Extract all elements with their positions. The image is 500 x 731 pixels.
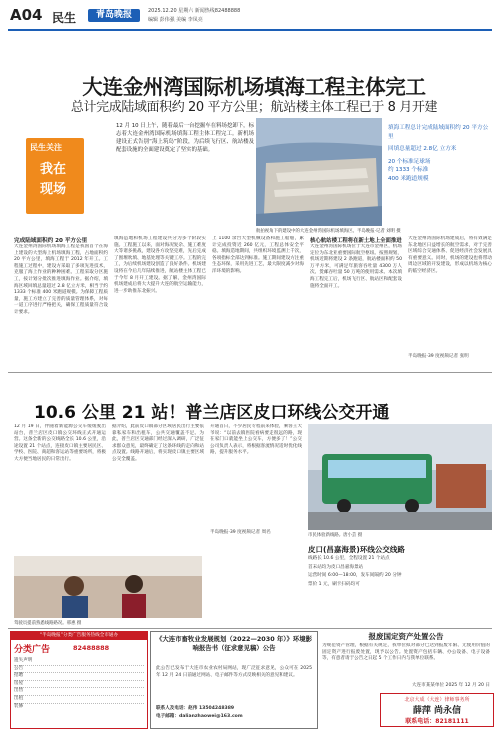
classified-ad (10, 631, 148, 729)
classified-row: 出租 (14, 696, 144, 704)
airport-col-4: 大连金州湾国际机场位于大连市金州区，机场定位为东北亚重要国际航空枢纽。按照规划，机场近期将建设 2 条跑道，航站楼面积约 50 万平方米，可满足年旅客吞吐量 4300 万人次、货邮吞吐量 50 万吨的使用需求。本次填海工程完工后，机场飞行区、航站区和配套设施将全面开工。 (310, 244, 402, 289)
bus-photo-caption: 市民体验新线路。唐小芸 摄 (308, 533, 363, 538)
main-subheadline: 总计完成陆域面积约 20 平方公里；航站楼主体工程已于 8 月开建 (70, 100, 438, 115)
classified-row: 出售 (14, 688, 144, 696)
classified-row: 房屋 (14, 681, 144, 689)
infobox-line-3: 20 个标准足球场 (388, 158, 431, 165)
notice-ad (150, 631, 318, 729)
driver-image (14, 556, 202, 618)
lede-text: 12 月 10 日上午，随着最后一台挖掘车在料场挖卸下，标志着大连金州湾国际机场填海工程主体工程完工。新机场建设正式告别“海上筑岛”阶段，为后续飞行区、航站楼及配套设施的全面建设奠定了坚实的基础。 (116, 123, 254, 153)
route-item: 票价 1 元，刷卡扫码均可 (308, 581, 360, 587)
bus-col-1: 12 月 19 日，伴随着新能源公交车缓缓驶出站台，普兰店区皮口镇公交环线正式开通运营。这条全新的公交线路全长 10.6 公里，沿途设置 21 个站点，连接皮口镇主要居民区、学校、医院、商超和客运站等重要场所，将极大方便当地居民的日常出行。 (14, 424, 106, 462)
asset-notice-body: 为规范资产管理，根据有关规定，我单位拟对部分已达到报废年限、无使用价值的固定资产进行报废处置，现予以公告。处置资产包括车辆、办公设备、电子设备等，有意者请于公告之日起 5 个工作日内与我单位联系。 (322, 643, 490, 662)
notice-contact: 联系人及电话：赵伟 13504248389 (156, 706, 235, 711)
ads-divider (8, 628, 492, 629)
bus-bottom-photo-caption: 驾驶员提前熟悉线路路况。邢惠 摄 (14, 621, 82, 626)
route-list (308, 556, 492, 588)
infobox-line-1: 填海工程总计完成陆域面积约 20 平方公里 (388, 125, 489, 140)
airport-col-2: 填海造地和机场工程建设共分为多个阶段实施。工程施工以来，面对海况复杂、施工难度大等诸多挑战，建设各方攻坚克难，先后完成了围堰吹填、地基处理等关键工序。工程的完工，为后续机场建设创造了良好条件。机场建设将在今后几年陆续推进，航站楼主体工程已于今年 8 月开工建设。据了解，金州湾国际机场建成后将大大提升大连的航空运输能力，进一步助推东北振兴。 (114, 236, 206, 294)
airport-col-5: 大连金州湾国际机场建成后，将有效满足东北地区日益增长的航空需求，对于完善区域综合交通体系、促进经济社会发展具有重要意义。同时，机场的建设也将带动周边区域的开发建设，形成以机场为核心的临空经济区。 (408, 236, 492, 274)
airport-photo (256, 118, 382, 226)
classified-row: 遗失声明 (14, 658, 144, 666)
classified-rows (14, 658, 144, 710)
classified-slogan: “半岛晚报”分类广告服务热线全市通办 (11, 632, 147, 640)
notice-title: 《大连市畜牧业发展规划（2022—2030 年）》环境影响报告书（征求意见稿）公告 (155, 635, 313, 652)
notice-body: 此公告已发布于大连市农业农村局网站，现广泛征求意见，公众可在 2025 年 12 月 24 日前通过网站、电子邮件等方式反映相关的意见和建议。 (156, 666, 312, 678)
bus-col-3: 开通首日，不少居民专程前来体验，乘客王大爷说：“以前去镇医院看病要走很远的路，现在家门口就能坐上公交车，方便多了！”公交公司负责人表示，将根据客流情况适时优化线路，提升服务水平。 (210, 424, 302, 456)
classified-row: 公告 (14, 666, 144, 674)
infobox-line-4: 约 1333 个标准 (388, 167, 429, 173)
notice-email: 电子邮箱：dalianzhaowei@163.com (156, 714, 243, 719)
route-title: 皮口(昌嘉海景)环线公交线路 (308, 545, 405, 554)
airport-col-3: 上 1100 余台大型机械设备和施工船舶，累计完成投资近 260 亿元，工程总体安全平稳。填海造地期间，共组织环境监测上千次，各项指标全部达到标准。施工期间建设方注重生态环保，采用先进工艺，最大限度减少对海洋环境的影响。 (212, 236, 304, 274)
lede-block (26, 122, 254, 222)
classified-row: 装修 (14, 703, 24, 709)
law-firm-name: 北京大成（大连）律师事务所 (404, 697, 470, 703)
section-divider (8, 372, 492, 373)
col4-heading: 核心航站楼工程将在新土地上全面推进 (310, 238, 402, 244)
section-name: 民生 (52, 11, 77, 25)
law-firm-lawyers: 薛萍 尚永信 (412, 706, 462, 716)
infobox-line-2: 回填总量超过 2.8亿 立方米 (388, 146, 457, 152)
classified-title: 分类广告 (14, 645, 51, 655)
date-line: 2025.12.20 星期六 新闻热线82488888 (148, 8, 241, 14)
badge-box (26, 138, 84, 214)
bus-street-image (308, 424, 492, 530)
bus-bottom-photo (14, 556, 202, 618)
airport-credit: 半岛晚报·39 度视频记者 张明 (408, 354, 469, 359)
route-item: 线路长 10.6 公里，全程设置 21 个站点 (308, 556, 390, 561)
bus-photo (308, 424, 492, 530)
route-item: 首末站均为皮口昌嘉海景站 (308, 564, 364, 570)
infobox (388, 124, 492, 183)
col1-heading: 完成陆域面积约 20 平方公里 (14, 238, 88, 244)
classified-phone: 82488888 (73, 644, 110, 652)
airport-photo-caption: 航拍视角下的建设中的大连金州湾国际机场填海区。半岛晚报·记者 刘明 摄 (256, 229, 401, 234)
law-firm-ad (380, 693, 494, 727)
header-rule (8, 29, 492, 31)
route-item: 运营时间 6:00—18:00，发车间隔约 20 分钟 (308, 573, 402, 579)
bus-headline: 10.6 公里 21 站！普兰店区皮口环线公交开通 (34, 403, 390, 423)
classified-row: 招聘 (14, 673, 144, 681)
law-firm-phone: 联系电话：82181111 (405, 718, 469, 725)
bus-col-2: 据介绍，此前皮口镇部分区域居民出行主要依靠私家车和出租车，公共交通覆盖不足。为此，普兰店区交通部门经过深入调研，广泛征求群众意见，最终确定了这条环线的走向和站点设置。线路开通后，将实现皮口镇主要区域公交全覆盖。 (112, 424, 204, 462)
masthead-logo: 青岛晚报 (88, 9, 140, 22)
badge-line3: 现场 (40, 182, 67, 197)
badge-line2: 我在 (40, 162, 67, 177)
airport-aerial-image (256, 118, 382, 226)
airport-col-1: 大连金州湾国际机场填海工程是我国首个在海上建设的大型海上机场填海工程，占地面积约 20 平方公里，填海工程于 2012 年开工。工程施工过程中，建设方采取了多项先进技术，克服了海上作业的种种困难。工程采取分区施工，按计划分批次推进填海作业。据介绍，填海区域回填总量超过 2.8 亿立方米，相当于约 1333 个标准 400 米跑道规模。为保障工程质量，施工方建立了完善的质量管理体系，对每一道工序进行严格把关，确保工程质量符合设计要求。 (14, 244, 108, 315)
asset-notice (320, 631, 492, 727)
infobox-line-5: 400 米跑道规模 (388, 175, 429, 182)
main-headline: 大连金州湾国际机场填海工程主体完工 (82, 75, 426, 99)
bus-credit: 半岛晚报·39 度视频记者 周名 (210, 530, 271, 535)
badge-line1: 民生关注 (30, 143, 62, 152)
page-number: A04 (10, 6, 43, 24)
asset-notice-title: 报废国定资产处置公告 (368, 632, 444, 641)
editor-line: 编辑 彭伟强 美编 李凤亮 (148, 17, 203, 23)
asset-notice-footer: 大连市某某单位 2025 年 12 月 20 日 (411, 683, 490, 688)
